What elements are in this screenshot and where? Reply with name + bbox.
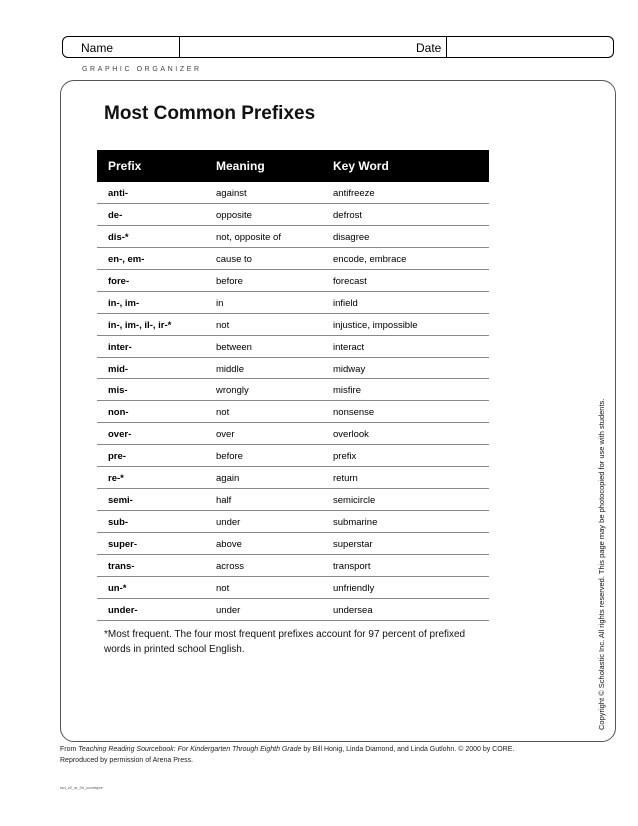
table-row xyxy=(97,358,489,380)
table-row xyxy=(97,379,489,401)
meaning-cell: across xyxy=(216,560,244,572)
prefix-cell: semi- xyxy=(108,495,133,507)
prefix-cell: over- xyxy=(108,429,132,441)
keyword-cell: unfriendly xyxy=(333,582,375,594)
keyword-cell: prefix xyxy=(333,451,357,463)
source-prefix: From xyxy=(60,746,79,753)
table-row xyxy=(97,489,489,511)
column-header-prefix: Prefix xyxy=(108,159,142,173)
prefix-cell: pre- xyxy=(108,451,126,463)
meaning-cell: against xyxy=(216,188,247,199)
table-row xyxy=(97,577,489,599)
table-row xyxy=(97,555,489,577)
meaning-cell: over xyxy=(216,429,235,441)
prefix-cell: in-, im-, il-, ir-* xyxy=(108,319,172,331)
prefix-cell: fore- xyxy=(108,275,130,287)
table-row xyxy=(97,599,489,621)
keyword-cell: overlook xyxy=(333,429,369,441)
prefix-cell: non- xyxy=(108,407,129,419)
table-header xyxy=(97,150,489,182)
prefix-table xyxy=(97,150,489,621)
meaning-cell: under xyxy=(216,604,241,616)
page-title: Most Common Prefixes xyxy=(104,103,316,124)
prefix-cell: trans- xyxy=(108,560,135,572)
column-header-keyword: Key Word xyxy=(333,159,389,173)
meaning-cell: before xyxy=(216,275,243,287)
name-field-divider xyxy=(179,37,180,57)
date-field-divider xyxy=(446,37,447,57)
column-header-meaning: Meaning xyxy=(216,159,265,173)
date-label: Date xyxy=(416,41,442,55)
keyword-cell: submarine xyxy=(333,517,378,529)
keyword-cell: antifreeze xyxy=(333,188,375,199)
prefix-cell: anti- xyxy=(108,188,129,199)
keyword-cell: defrost xyxy=(333,209,363,221)
table-row xyxy=(97,204,489,226)
keyword-cell: injustice, impossible xyxy=(333,319,418,331)
meaning-cell: middle xyxy=(216,363,244,375)
prefix-cell: under- xyxy=(108,604,138,616)
meaning-cell: again xyxy=(216,473,240,485)
prefix-cell: en-, em- xyxy=(108,253,145,265)
table-body xyxy=(97,182,489,621)
meaning-cell: before xyxy=(216,451,243,463)
file-identifier: rsd_c2_st_04_commpre xyxy=(60,785,103,790)
name-label: Name xyxy=(81,41,114,55)
table-row xyxy=(97,467,489,489)
keyword-cell: superstar xyxy=(333,539,373,550)
keyword-cell: disagree xyxy=(333,231,370,243)
table-row xyxy=(97,511,489,533)
keyword-cell: encode, embrace xyxy=(333,253,407,265)
meaning-cell: wrongly xyxy=(216,385,249,397)
copyright-notice: Copyright © Scholastic Inc. All rights reserved. This page may be photocopied for use with students. xyxy=(597,398,606,730)
table-row xyxy=(97,314,489,336)
meaning-cell: above xyxy=(216,539,242,550)
prefix-cell: super- xyxy=(108,539,138,550)
keyword-cell: forecast xyxy=(333,275,367,287)
source-book-title: Teaching Reading Sourcebook: For Kindergarten Through Eighth Grade xyxy=(78,746,302,753)
source-permission: Reproduced by permission of Arena Press. xyxy=(60,757,194,764)
meaning-cell: opposite xyxy=(216,209,252,221)
keyword-cell: midway xyxy=(333,363,366,375)
prefix-cell: mis- xyxy=(108,385,128,397)
section-label: GRAPHIC ORGANIZER xyxy=(82,66,202,73)
keyword-cell: undersea xyxy=(333,604,373,616)
source-rest: by Bill Honig, Linda Diamond, and Linda Gutlohn. © 2000 by CORE. xyxy=(301,746,515,753)
footnote: *Most frequent. The four most frequent prefixes account for 97 percent of prefixed words in printed school English. xyxy=(104,629,466,655)
keyword-cell: nonsense xyxy=(333,407,375,419)
table-row xyxy=(97,423,489,445)
table-row xyxy=(97,292,489,314)
meaning-cell: not, opposite of xyxy=(216,231,281,243)
keyword-cell: infield xyxy=(333,297,358,309)
meaning-cell: not xyxy=(216,319,230,331)
meaning-cell: not xyxy=(216,582,230,594)
prefix-cell: sub- xyxy=(108,517,129,529)
keyword-cell: interact xyxy=(333,341,365,353)
prefix-cell: mid- xyxy=(108,363,129,375)
source-citation xyxy=(60,744,600,766)
meaning-cell: between xyxy=(216,341,252,353)
meaning-cell: cause to xyxy=(216,253,252,265)
prefix-cell: inter- xyxy=(108,341,132,353)
prefix-cell: de- xyxy=(108,209,123,221)
keyword-cell: return xyxy=(333,473,358,485)
name-date-bar xyxy=(62,36,614,58)
prefix-cell: re-* xyxy=(108,473,124,485)
keyword-cell: transport xyxy=(333,560,371,572)
prefix-cell: in-, im- xyxy=(108,297,140,309)
table-row xyxy=(97,248,489,270)
table-row xyxy=(97,445,489,467)
prefix-cell: dis-* xyxy=(108,231,129,243)
meaning-cell: half xyxy=(216,495,232,507)
meaning-cell: under xyxy=(216,517,241,529)
table-row xyxy=(97,533,489,555)
table-row xyxy=(97,401,489,423)
meaning-cell: not xyxy=(216,407,230,419)
prefix-cell: un-* xyxy=(108,582,127,594)
table-row xyxy=(97,226,489,248)
table-row xyxy=(97,182,489,204)
table-row xyxy=(97,336,489,358)
keyword-cell: misfire xyxy=(333,385,361,397)
keyword-cell: semicircle xyxy=(333,495,376,507)
meaning-cell: in xyxy=(216,297,224,309)
table-row xyxy=(97,270,489,292)
